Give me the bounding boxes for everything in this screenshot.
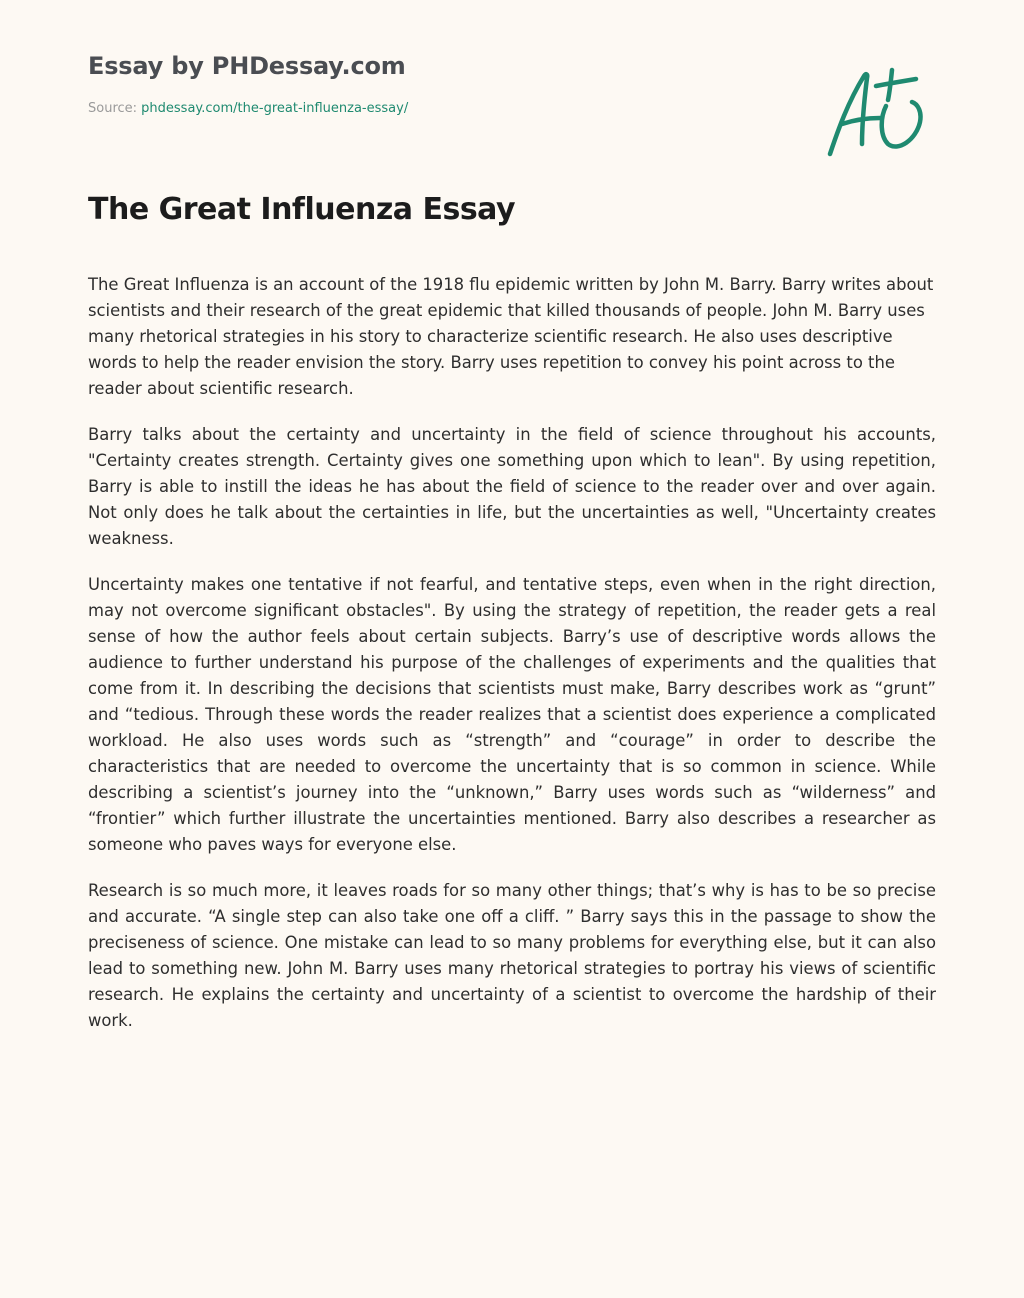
source-link[interactable]: phdessay.com/the-great-influenza-essay/ xyxy=(141,101,409,116)
essay-paragraph: The Great Influenza is an account of the 1918 flu epidemic written by John M. Barry. Barry writes about scientists and their research of the great epidemic that killed thousands of people. John M. Barry uses many rhetorical strategies in his story to characterize scientific research. He also uses descriptive words to help the reader envision the story. Barry uses repetition to convey his point across to the reader about scientific research. xyxy=(88,275,934,398)
page-header xyxy=(88,50,708,118)
a-plus-logo-icon xyxy=(820,62,930,162)
essay-paragraph: Barry talks about the certainty and uncertainty in the field of science throughout his accounts, "Certainty creates strength. Certainty gives one something upon which to lean". By using repetition, Barry is able to instill the ideas he has about the field of science to the reader over and over again. Not only does he talk about the certainties in life, but the uncertainties as well, "Uncertainty creates weakness. xyxy=(88,425,936,548)
page-title: The Great Influenza Essay xyxy=(88,192,516,227)
essay-paragraph: Uncertainty makes one tentative if not fearful, and tentative steps, even when in the right direction, may not overcome significant obstacles". By using the strategy of repetition, the reader gets a real sense of how the author feels about certain subjects. Barry’s use of descriptive words allows the audience to further understand his purpose of the challenges of experiments and the qualities that come from it. In describing the decisions that scientists must make, Barry describes work as “grunt” and “tedious. Through these words the reader realizes that a scientist does experience a complicated workload. He also uses words such as “strength” and “courage” in order to describe the characteristics that are needed to overcome the uncertainty that is so common in science. While describing a scientist’s journey into the “unknown,” Barry uses words such as “wilderness” and “frontier” which further illustrate the uncertainties mentioned. Barry also describes a researcher as someone who paves ways for everyone else. xyxy=(88,575,936,854)
source-label: Source: xyxy=(88,101,138,116)
source-line xyxy=(88,100,708,118)
essay-body xyxy=(88,272,936,1054)
essay-paragraph: Research is so much more, it leaves roads for so many other things; that’s why is has to be so precise and accurate. “A single step can also take one off a cliff. ” Barry says this in the passage to show the preciseness of science. One mistake can lead to so many problems for everything else, but it can also lead to something new. John M. Barry uses many rhetorical strategies to portray his views of scientific research. He explains the certainty and uncertainty of a scientist to overcome the hardship of their work. xyxy=(88,881,936,1030)
site-title: Essay by PHDessay.com xyxy=(88,52,406,80)
